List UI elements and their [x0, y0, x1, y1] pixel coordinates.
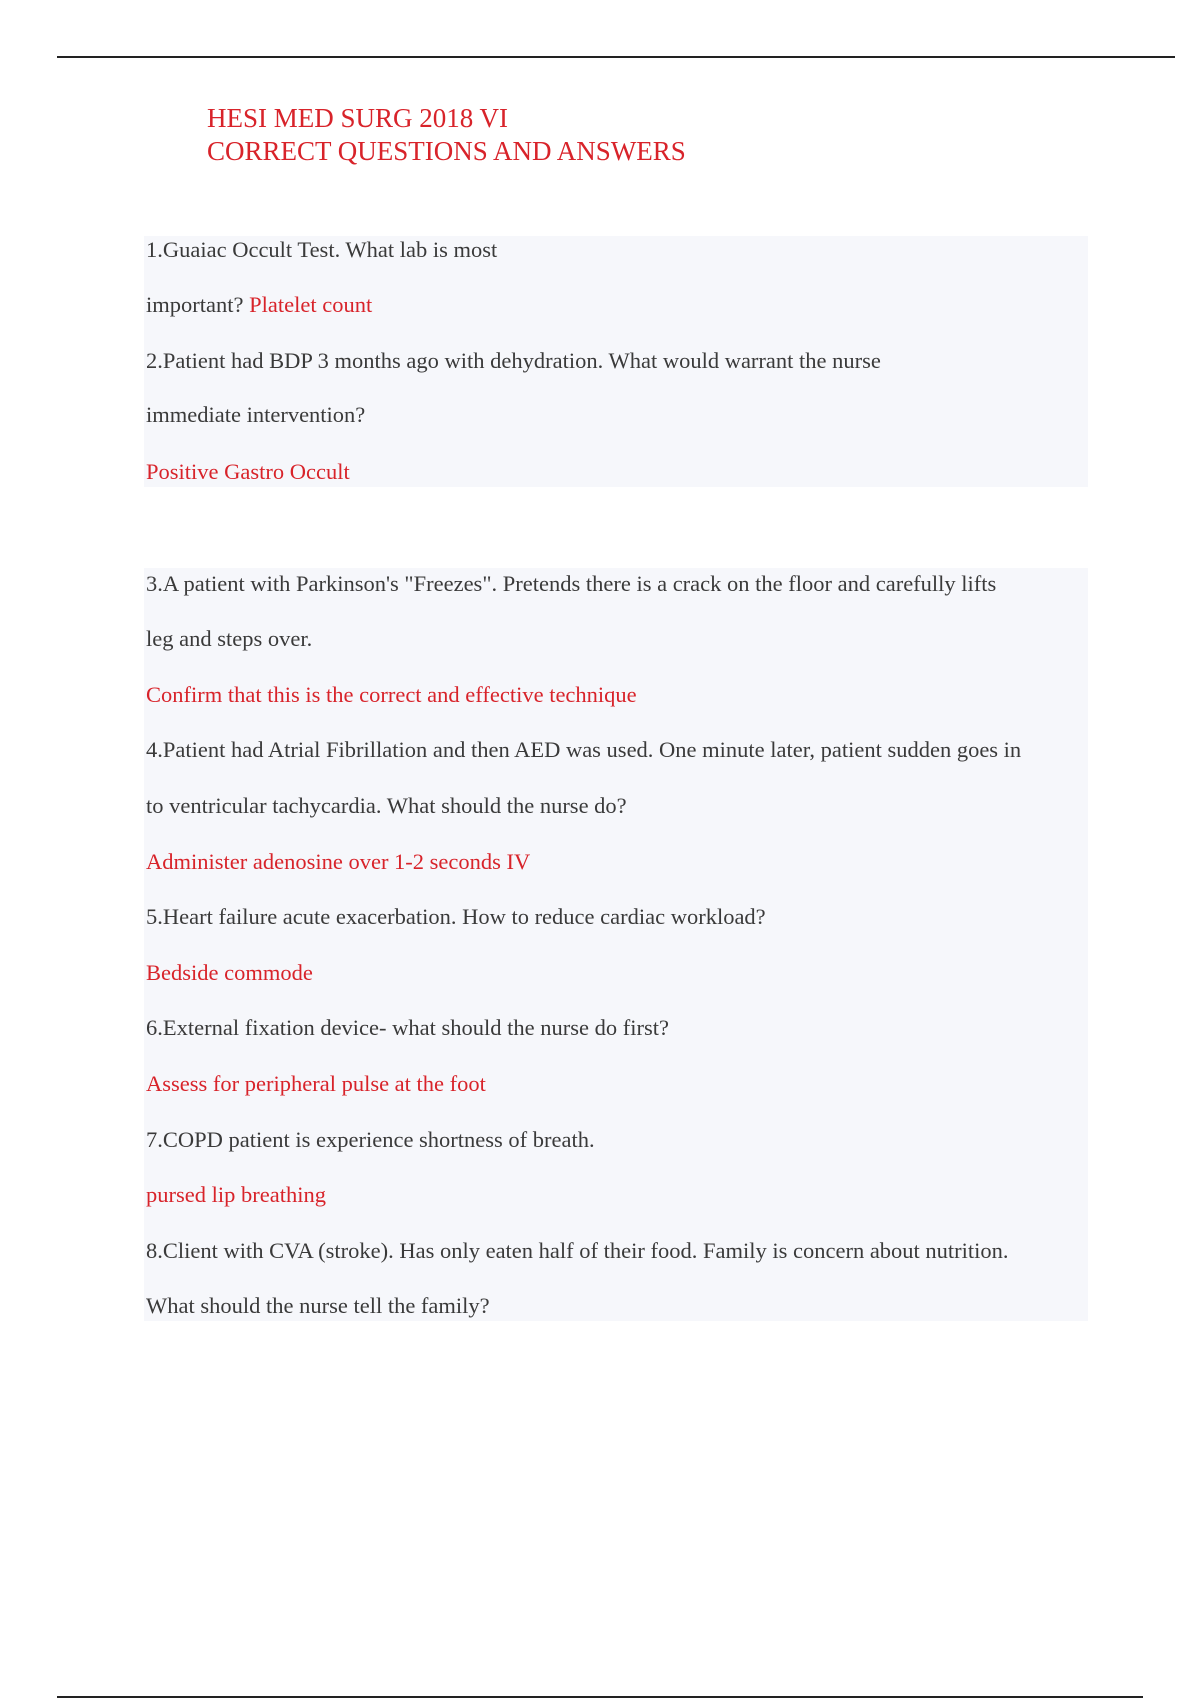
question-number: 2.	[146, 348, 163, 373]
question-3-line-2	[146, 624, 312, 654]
question-text: A patient with Parkinson's "Freezes". Pretends there is a crack on the floor and carefully lifts	[162, 571, 997, 596]
question-number: 4.	[146, 737, 163, 762]
answer-4: Administer adenosine over 1-2 seconds IV	[146, 849, 531, 874]
question-text: COPD patient is experience shortness of breath.	[162, 1127, 595, 1152]
question-number: 5.	[146, 904, 163, 929]
question-8-line-2	[146, 1291, 490, 1321]
question-text: Patient had BDP 3 months ago with dehydration. What would warrant the nurse	[162, 348, 881, 373]
question-4-line-1	[146, 735, 1021, 765]
answer-6: Assess for peripheral pulse at the foot	[146, 1071, 486, 1096]
answer-1: Platelet count	[249, 292, 373, 317]
document-title	[207, 102, 686, 168]
question-number: 8.	[146, 1238, 163, 1263]
question-1-line-2	[146, 290, 372, 320]
question-text: immediate intervention?	[146, 402, 366, 427]
title-line-1: HESI MED SURG 2018 VI	[207, 103, 509, 133]
question-2-line-2	[146, 400, 365, 430]
question-number: 7.	[146, 1127, 163, 1152]
answer-2: Positive Gastro Occult	[146, 459, 350, 484]
bottom-rule	[57, 1696, 1143, 1698]
question-4-line-2	[146, 791, 627, 821]
question-text: important?	[146, 292, 244, 317]
question-number: 3.	[146, 571, 163, 596]
question-5-line-1	[146, 902, 766, 932]
question-text: Patient had Atrial Fibrillation and then AED was used. One minute later, patient sudden goes in	[162, 737, 1022, 762]
question-text: Heart failure acute exacerbation. How to reduce cardiac workload?	[162, 904, 766, 929]
question-8-line-1	[146, 1236, 1009, 1266]
answer-3: Confirm that this is the correct and effective technique	[146, 682, 637, 707]
title-line-2: CORRECT QUESTIONS AND ANSWERS	[207, 136, 686, 166]
question-number: 6.	[146, 1015, 163, 1040]
answer-7: pursed lip breathing	[146, 1182, 326, 1207]
question-text: leg and steps over.	[146, 626, 313, 651]
question-7-line-1	[146, 1125, 595, 1155]
question-2-line-1	[146, 346, 881, 376]
top-rule	[57, 56, 1175, 58]
question-text: What should the nurse tell the family?	[146, 1293, 490, 1318]
question-1-line-1	[146, 235, 497, 265]
question-text: to ventricular tachycardia. What should the nurse do?	[146, 793, 627, 818]
question-text: Guaiac Occult Test. What lab is most	[162, 237, 498, 262]
question-text: External fixation device- what should the nurse do first?	[162, 1015, 669, 1040]
question-text: Client with CVA (stroke). Has only eaten half of their food. Family is concern about nutrition.	[162, 1238, 1009, 1263]
answer-5: Bedside commode	[146, 960, 313, 985]
question-6-line-1	[146, 1013, 669, 1043]
question-3-line-1	[146, 569, 996, 599]
question-number: 1.	[146, 237, 163, 262]
